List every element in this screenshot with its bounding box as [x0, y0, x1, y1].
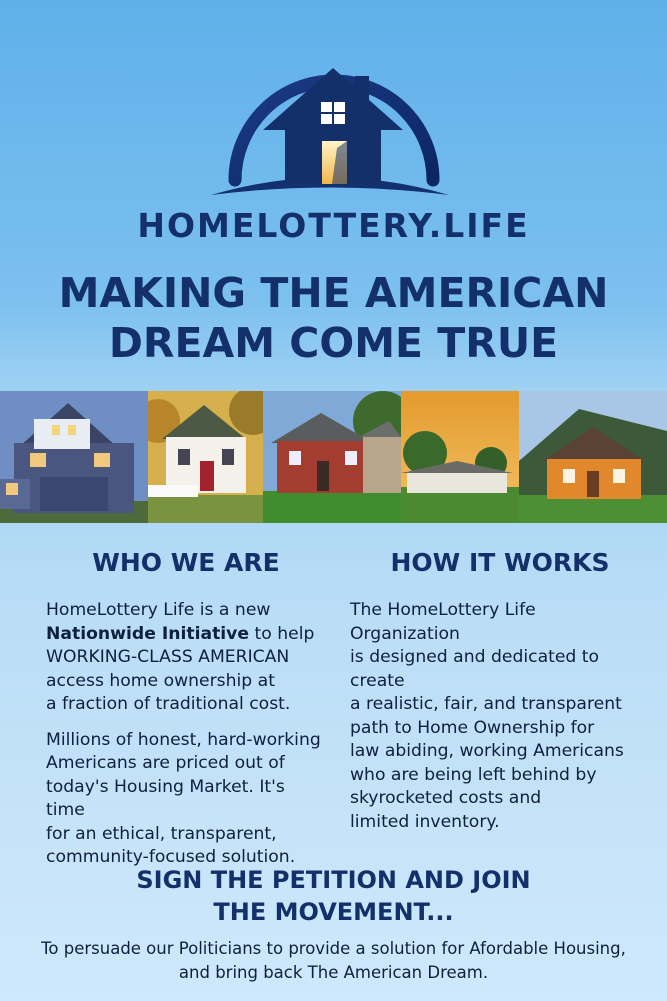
who-p2-line-1: Millions of honest, hard-working [46, 729, 321, 750]
cta-subtext [0, 937, 667, 985]
house-photo-4 [401, 391, 519, 523]
how-it-works-title: HOW IT WORKS [390, 548, 610, 577]
house-logo-icon [205, 30, 455, 205]
how-line-8: limited inventory. [350, 811, 500, 832]
how-line-2: is designed and dedicated to create [350, 647, 600, 691]
who-p1-line-1: HomeLottery Life is a new [46, 600, 271, 620]
cta-sub-line-1: To persuade our Politicians to provide a solution for Afordable Housing, [41, 939, 626, 958]
house-photo-1 [0, 391, 148, 523]
who-p1-line-3: WORKING-CLASS AMERICAN [46, 647, 290, 667]
how-line-3: a realistic, fair, and transparent [350, 694, 622, 714]
house-photo-strip [0, 391, 667, 523]
house-photo-3 [263, 391, 401, 523]
who-p2-line-3: today's Housing Market. It's time [46, 776, 285, 820]
how-it-works-section [350, 548, 650, 834]
cta-sub-line-2: and bring back The American Dream. [178, 963, 489, 982]
cta-line-1: SIGN THE PETITION AND JOIN [136, 866, 531, 894]
headline-line-1: MAKING THE AMERICAN [58, 269, 609, 317]
who-p2-line-5: community-focused solution. [46, 847, 296, 867]
page-headline [0, 268, 667, 368]
headline-line-2: DREAM COME TRUE [108, 319, 559, 367]
brand-name: HOMELOTTERY.LIFE [137, 206, 530, 245]
how-line-5: law abiding, working Americans [350, 741, 624, 761]
cta-line-2: THE MOVEMENT... [213, 898, 454, 926]
who-we-are-paragraph-1 [46, 599, 326, 717]
who-we-are-title: WHO WE ARE [92, 548, 280, 577]
petition-call-to-action [0, 864, 667, 928]
who-we-are-paragraph-2 [46, 729, 326, 870]
who-p1-line-2-rest: to help [249, 623, 315, 644]
how-line-1: The HomeLottery Life Organization [350, 600, 536, 644]
how-line-4: path to Home Ownership for [350, 717, 595, 738]
how-line-7: skyrocketed costs and [350, 788, 542, 808]
who-p2-line-4: for an ethical, transparent, [46, 823, 277, 844]
how-it-works-paragraph [350, 599, 650, 834]
house-photo-2 [148, 391, 263, 523]
who-p1-line-5: a fraction of traditional cost. [46, 694, 291, 714]
house-photo-5 [519, 391, 667, 523]
who-p1-line-4: access home ownership at [46, 670, 275, 691]
how-line-6: who are being left behind by [350, 764, 597, 785]
who-p1-line-2-bold: Nationwide Initiative [46, 623, 250, 644]
who-we-are-section [46, 548, 326, 870]
who-p2-line-2: Americans are priced out of [46, 753, 285, 773]
